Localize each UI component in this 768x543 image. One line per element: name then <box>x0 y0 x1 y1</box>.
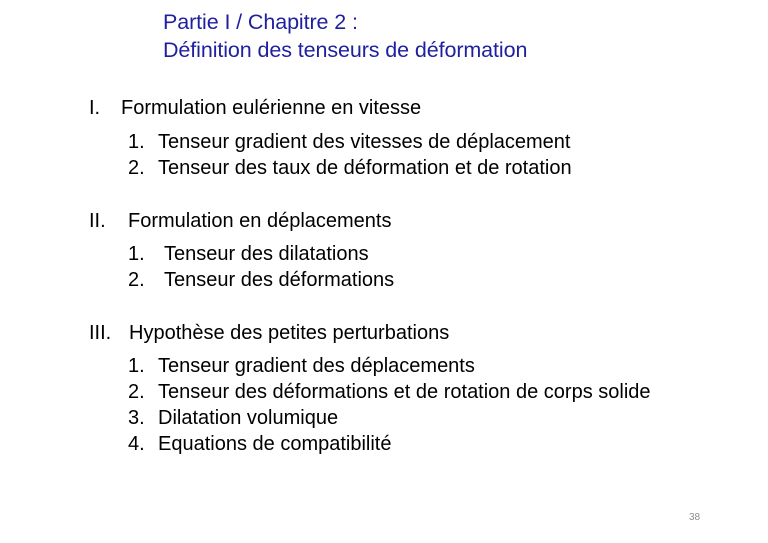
item-label: Tenseur des dilatations <box>164 243 369 265</box>
item-label: Tenseur gradient des vitesses de déplacement <box>158 131 571 153</box>
list-item <box>128 379 651 405</box>
list-item <box>128 155 572 181</box>
item-number: 4. <box>128 433 145 455</box>
item-label: Tenseur des déformations <box>164 269 395 291</box>
item-number: 2. <box>128 381 145 403</box>
section-label: Formulation en déplacements <box>128 210 392 232</box>
list-item <box>128 353 475 379</box>
section-number: II. <box>89 210 106 232</box>
list-item <box>128 241 369 267</box>
slide-title <box>163 8 527 64</box>
item-number: 1. <box>128 355 145 377</box>
item-number: 1. <box>128 243 145 265</box>
section-number: III. <box>89 322 112 344</box>
item-label: Tenseur gradient des déplacements <box>158 355 475 377</box>
list-item <box>128 267 394 293</box>
item-number: 2. <box>128 269 145 291</box>
item-label: Equations de compatibilité <box>158 433 392 455</box>
item-label: Tenseur des déformations et de rotation de corps solide <box>158 381 651 403</box>
item-number: 3. <box>128 407 145 429</box>
section-heading-3 <box>89 320 449 346</box>
item-number: 2. <box>128 157 145 179</box>
list-item <box>128 129 570 155</box>
page-number: 38 <box>689 512 701 523</box>
item-label: Tenseur des taux de déformation et de rotation <box>158 157 572 179</box>
section-number: I. <box>89 97 101 119</box>
list-item <box>128 405 338 431</box>
title-line-1: Partie I / Chapitre 2 : <box>163 10 358 34</box>
section-label: Hypothèse des petites perturbations <box>129 322 450 344</box>
item-label: Dilatation volumique <box>158 407 339 429</box>
section-heading-1 <box>89 95 421 121</box>
section-label: Formulation eulérienne en vitesse <box>121 97 422 119</box>
section-heading-2 <box>89 208 391 234</box>
title-line-2: Définition des tenseurs de déformation <box>163 38 528 62</box>
list-item <box>128 431 391 457</box>
item-number: 1. <box>128 131 145 153</box>
